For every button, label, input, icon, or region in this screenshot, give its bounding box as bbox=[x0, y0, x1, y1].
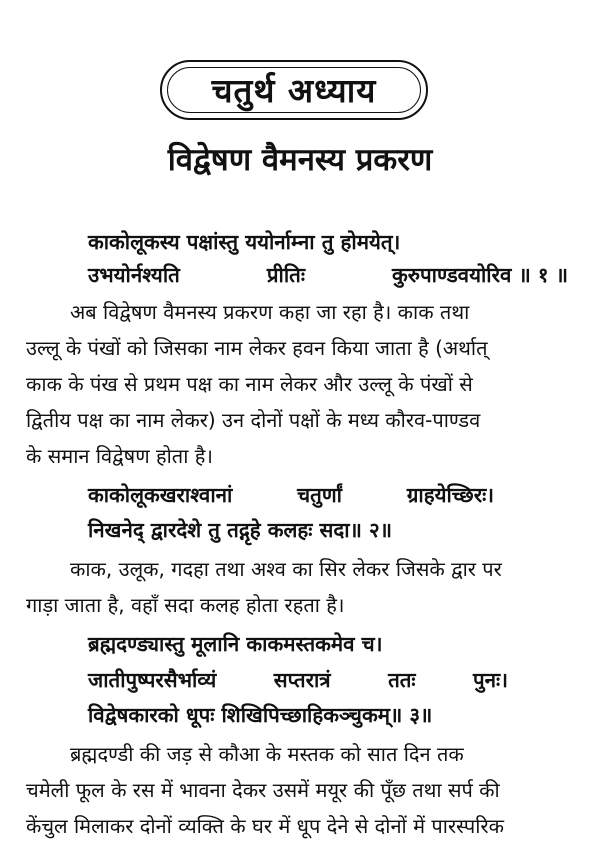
prose-1-line-1: अब विद्वेषण वैमनस्य प्रकरण कहा जा रहा है। काक तथा bbox=[70, 300, 470, 324]
prose-2-line-1: काक, उलूक, गदहा तथा अश्व का सिर लेकर जिसके द्वार पर bbox=[70, 557, 502, 581]
verse-word: कुरुपाण्डवयोरिव ॥ १ ॥ bbox=[392, 263, 568, 287]
verse-word: पुनः। bbox=[473, 668, 508, 692]
verse-3-line-3: विद्वेषकारको धूपः शिखिपिच्छाहिकञ्चुकम्॥ ३॥ bbox=[88, 703, 433, 727]
prose-3-line-3: केंचुल मिलाकर दोनों व्यक्ति के घर में धूप देने से दोनों में पारस्परिक bbox=[26, 814, 504, 838]
prose-1-line-3: काक के पंख से प्रथम पक्ष का नाम लेकर और उल्लू के पंखों से bbox=[26, 372, 473, 396]
prose-3-line-1: ब्रह्मदण्डी की जड़ से कौआ के मस्तक को सात दिन तक bbox=[70, 742, 464, 766]
verse-word: प्रीतिः bbox=[266, 263, 305, 287]
verse-2-line-1 bbox=[88, 479, 494, 511]
verse-1-line-1: काकोलूकस्य पक्षांस्तु ययोर्नाम्ना तु होमयेत्। bbox=[88, 230, 401, 254]
verse-word: चतुर्णां bbox=[297, 483, 342, 507]
chapter-heading: चतुर्थ अध्याय bbox=[211, 71, 377, 110]
prose-1-line-2: उल्लू के पंखों को जिसका नाम लेकर हवन किया जाता है (अर्थात् bbox=[26, 336, 488, 360]
verse-word: उभयोर्नश्यति bbox=[88, 263, 180, 287]
prose-1-line-5: के समान विद्वेषण होता है। bbox=[26, 444, 213, 468]
verse-word: ततः bbox=[388, 668, 416, 692]
prose-1-line-4: द्वितीय पक्ष का नाम लेकर) उन दोनों पक्षों के मध्य कौरव-पाण्डव bbox=[26, 408, 481, 432]
verse-3-line-1: ब्रह्मदण्ड्यास्तु मूलानि काकमस्तकमेव च। bbox=[88, 632, 383, 656]
verse-word: जातीपुष्परसैर्भाव्यं bbox=[88, 668, 217, 692]
section-heading: विद्वेषण वैमनस्य प्रकरण bbox=[167, 142, 433, 178]
verse-word: सप्तरात्रं bbox=[273, 668, 331, 692]
verse-3-line-2 bbox=[88, 664, 508, 696]
verse-word: काकोलूकखराश्वानां bbox=[88, 483, 233, 507]
prose-2-line-2: गाड़ा जाता है, वहाँ सदा कलह होता रहता है। bbox=[26, 593, 345, 617]
verse-1-line-2 bbox=[88, 259, 568, 291]
verse-2-line-2: निखनेद् द्वारदेशे तु तद्गृहे कलहः सदा॥ २॥ bbox=[88, 518, 392, 542]
chapter-heading-box bbox=[160, 60, 428, 120]
prose-3-line-2: चमेली फूल के रस में भावना देकर उसमें मयूर की पूँछ तथा सर्प की bbox=[26, 778, 500, 802]
verse-word: ग्राहयेच्छिरः। bbox=[406, 483, 494, 507]
